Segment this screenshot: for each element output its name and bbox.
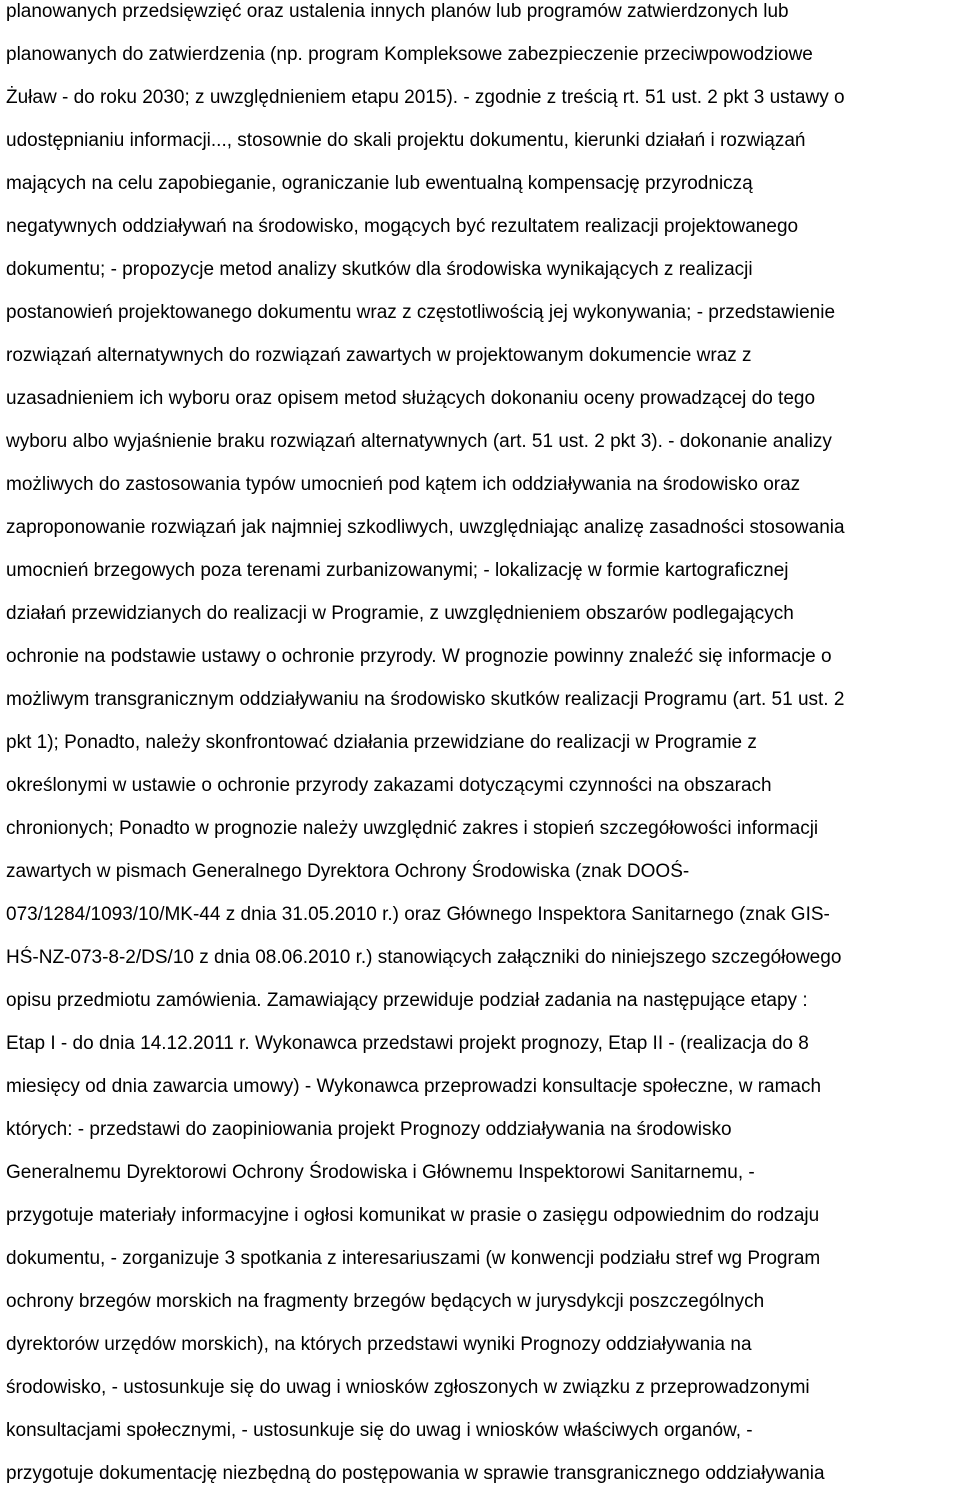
text-line: których: - przedstawi do zaopiniowania projekt Prognozy oddziaływania na środowisko bbox=[6, 1119, 732, 1140]
text-line: zawartych w pismach Generalnego Dyrektora Ochrony Środowiska (znak DOOŚ- bbox=[6, 861, 690, 882]
text-line: HŚ-NZ-073-8-2/DS/10 z dnia 08.06.2010 r.) stanowiących załączniki do niniejszego szczegółowego bbox=[6, 947, 842, 968]
text-line: rozwiązań alternatywnych do rozwiązań zawartych w projektowanym dokumencie wraz z bbox=[6, 345, 752, 366]
text-line: Etap I - do dnia 14.12.2011 r. Wykonawca przedstawi projekt prognozy, Etap II - (realizacja do 8 bbox=[6, 1033, 809, 1054]
text-line: dokumentu; - propozycje metod analizy skutków dla środowiska wynikających z realizacji bbox=[6, 259, 753, 280]
text-line: planowanych przedsięwzięć oraz ustalenia innych planów lub programów zatwierdzonych lub bbox=[6, 1, 789, 22]
text-line: możliwych do zastosowania typów umocnień pod kątem ich oddziaływania na środowisko oraz bbox=[6, 474, 801, 495]
text-line: konsultacjami społecznymi, - ustosunkuje się do uwag i wniosków właściwych organów, - bbox=[6, 1420, 753, 1441]
text-line: negatywnych oddziaływań na środowisko, mogących być rezultatem realizacji projektowanego bbox=[6, 216, 799, 237]
text-line: postanowień projektowanego dokumentu wraz z częstotliwością jej wykonywania; - przedstawienie bbox=[6, 302, 836, 323]
text-line: możliwym transgranicznym oddziaływaniu na środowisko skutków realizacji Programu (art. 51 ust. 2 bbox=[6, 689, 845, 710]
text-line: miesięcy od dnia zawarcia umowy) - Wykonawca przeprowadzi konsultacje społeczne, w ramach bbox=[6, 1076, 822, 1097]
text-line: Generalnemu Dyrektorowi Ochrony Środowiska i Głównemu Inspektorowi Sanitarnemu, - bbox=[6, 1162, 755, 1183]
text-line: uzasadnieniem ich wyboru oraz opisem metod służących dokonaniu oceny prowadzącej do tego bbox=[6, 388, 816, 409]
text-line: działań przewidzianych do realizacji w Programie, z uwzględnieniem obszarów podlegających bbox=[6, 603, 794, 624]
text-line: zaproponowanie rozwiązań jak najmniej szkodliwych, uwzględniając analizę zasadności stosowania bbox=[6, 517, 845, 538]
text-line: udostępnianiu informacji..., stosownie do skali projektu dokumentu, kierunki działań i rozwiązań bbox=[6, 130, 806, 151]
text-line: planowanych do zatwierdzenia (np. program Kompleksowe zabezpieczenie przeciwpowodziowe bbox=[6, 44, 813, 65]
text-line: przygotuje materiały informacyjne i ogłosi komunikat w prasie o zasięgu odpowiednim do rodzaju bbox=[6, 1205, 820, 1226]
text-line: pkt 1); Ponadto, należy skonfrontować działania przewidziane do realizacji w Programie z bbox=[6, 732, 757, 753]
text-line: umocnień brzegowych poza terenami zurbanizowanymi; - lokalizację w formie kartograficznej bbox=[6, 560, 789, 581]
text-line: dyrektorów urzędów morskich), na których przedstawi wyniki Prognozy oddziaływania na bbox=[6, 1334, 752, 1355]
text-line: ochrony brzegów morskich na fragmenty brzegów będących w jurysdykcji poszczególnych bbox=[6, 1291, 765, 1312]
text-line: określonymi w ustawie o ochronie przyrody zakazami dotyczącymi czynności na obszarach bbox=[6, 775, 772, 796]
text-line: ochronie na podstawie ustawy o ochronie przyrody. W prognozie powinny znaleźć się informacje o bbox=[6, 646, 832, 667]
text-line: chronionych; Ponadto w prognozie należy uwzględnić zakres i stopień szczegółowości informacji bbox=[6, 818, 819, 839]
text-line: wyboru albo wyjaśnienie braku rozwiązań alternatywnych (art. 51 ust. 2 pkt 3). - dokonanie analizy bbox=[6, 431, 832, 452]
text-line: 073/1284/1093/10/MK-44 z dnia 31.05.2010 r.) oraz Głównego Inspektora Sanitarnego (znak GIS- bbox=[6, 904, 830, 925]
text-line: mających na celu zapobieganie, ograniczanie lub ewentualną kompensację przyrodniczą bbox=[6, 173, 753, 194]
text-line: przygotuje dokumentację niezbędną do postępowania w sprawie transgranicznego oddziaływania bbox=[6, 1463, 825, 1484]
text-line: dokumentu, - zorganizuje 3 spotkania z interesariuszami (w konwencji podziału stref wg Program bbox=[6, 1248, 821, 1269]
text-line: środowisko, - ustosunkuje się do uwag i wniosków zgłoszonych w związku z przeprowadzonymi bbox=[6, 1377, 810, 1398]
text-line: Żuław - do roku 2030; z uwzględnieniem etapu 2015). - zgodnie z treścią rt. 51 ust. 2 pkt 3 ustawy o bbox=[6, 87, 845, 108]
text-line: opisu przedmiotu zamówienia. Zamawiający przewiduje podział zadania na następujące etapy : bbox=[6, 990, 808, 1011]
